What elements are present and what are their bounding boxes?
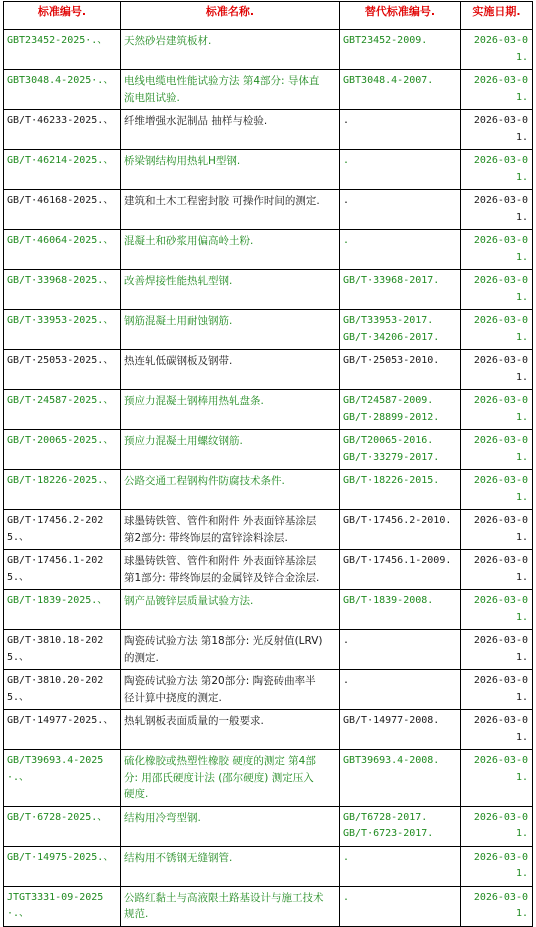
replaced-standard-line: GB/T·17456.1-2009. [343,555,452,566]
standard-name-line: 天然砂岩建筑板材. [124,35,212,47]
replaced-standard [340,670,461,710]
replaced-standard-line: GB/T6728-2017. [343,811,428,823]
effective-date: 2026-03-01. [461,110,533,150]
replaced-standard [340,630,461,670]
table-row [4,150,533,190]
table-body [4,30,533,927]
replaced-standard-line: GB/T·33968-2017. [343,275,440,286]
standard-name-line: 钢产品镀锌层质量试验方法. [124,595,254,607]
table-row [4,70,533,110]
standard-name-line: 规范. [124,908,149,920]
standard-name [121,190,340,230]
replaced-standard-line: . [343,675,350,686]
standard-number: GBT3048.4-2025·.、 [4,70,121,110]
standard-name-line: 的测定. [124,651,159,664]
table-row [4,110,533,150]
standard-number: GB/T·17456.1-2025.、 [4,550,121,590]
table-row [4,710,533,750]
replaced-standard-line: . [343,891,350,903]
standard-name-line: 公路交通工程钢构件防腐技术条件. [124,475,285,487]
standard-name-line: 球墨铸铁管、管件和附件 外表面锌基涂层 [124,555,317,567]
effective-date: 2026-03-01. [461,390,533,430]
standard-name-line: 硬度. [124,788,149,800]
standard-name-line: 陶瓷砖试验方法 第18部分: 光反射值(LRV) [124,635,323,647]
replaced-standard-line: . [343,195,350,206]
replaced-standard [340,190,461,230]
standard-name-line: 结构用不锈钢无缝钢管. [124,851,233,864]
standard-name [121,670,340,710]
standard-number: GBT23452-2025·.、 [4,30,121,70]
effective-date: 2026-03-01. [461,270,533,310]
replaced-standard-line: GB/T·1839-2008. [343,595,434,606]
effective-date: 2026-03-01. [461,310,533,350]
standard-name-line: 结构用冷弯型钢. [124,811,201,824]
standard-name [121,886,340,926]
table-row [4,270,533,310]
replaced-standard-line: . [343,115,350,126]
standard-name [121,150,340,190]
effective-date: 2026-03-01. [461,670,533,710]
replaced-standard-line: GBT23452-2009. [343,35,428,46]
standard-name [121,470,340,510]
standard-number: GB/T·6728-2025.、 [4,806,121,846]
standard-number: GB/T·3810.20-2025.、 [4,670,121,710]
standard-name-line: 建筑和土木工程密封胶 可操作时间的测定. [124,195,320,207]
standard-number: GB/T39693.4-2025·.、 [4,750,121,807]
replaced-standard [340,510,461,550]
replaced-standard-line: . [343,635,350,646]
effective-date: 2026-03-01. [461,750,533,807]
standard-number: GB/T·14977-2025.、 [4,710,121,750]
standard-name [121,510,340,550]
table-header-row [4,2,533,30]
standard-name [121,310,340,350]
standard-name-line: 径计算中挠度的测定. [124,691,222,704]
standard-name-line: 纤维增强水泥制品 抽样与检验. [124,115,268,127]
standard-name [121,710,340,750]
standard-name [121,350,340,390]
table-row [4,390,533,430]
table-row [4,630,533,670]
effective-date: 2026-03-01. [461,846,533,886]
standard-name [121,110,340,150]
table-row [4,750,533,807]
table-row [4,30,533,70]
effective-date: 2026-03-01. [461,350,533,390]
standard-number: GB/T·24587-2025.、 [4,390,121,430]
replaced-standard-line: GB/T20065-2016. [343,435,434,446]
effective-date: 2026-03-01. [461,230,533,270]
replaced-standard [340,886,461,926]
effective-date: 2026-03-01. [461,510,533,550]
standard-name-line: 球墨铸铁管、管件和附件 外表面锌基涂层 [124,515,317,527]
standard-name-line: 混凝土和砂浆用偏高岭土粉. [124,235,254,247]
header-effective-date: 实施日期. [461,2,533,30]
replaced-standard [340,430,461,470]
standard-name-line: 预应力混凝土钢棒用热轧盘条. [124,395,264,407]
replaced-standard-line: GB/T·34206-2017. [343,331,440,343]
standard-name [121,630,340,670]
effective-date: 2026-03-01. [461,630,533,670]
effective-date: 2026-03-01. [461,150,533,190]
standard-name-line: 热轧钢板表面质量的一般要求. [124,715,264,727]
standard-name [121,270,340,310]
table-row [4,510,533,550]
replaced-standard-line: GB/T·18226-2015. [343,475,440,486]
effective-date: 2026-03-01. [461,70,533,110]
replaced-standard-line: . [343,851,350,863]
replaced-standard-line: GB/T·28899-2012. [343,411,440,423]
standard-number: GB/T·46064-2025.、 [4,230,121,270]
standard-name-line: 第2部分: 带终饰层的富锌涂料涂层. [124,531,288,544]
table-row [4,470,533,510]
table-row [4,190,533,230]
replaced-standard [340,750,461,807]
replaced-standard [340,550,461,590]
header-replaced-standard: 替代标准编号. [340,2,461,30]
standard-number: GB/T·17456.2-2025.、 [4,510,121,550]
standard-number: GB/T·46233-2025.、 [4,110,121,150]
replaced-standard [340,270,461,310]
effective-date: 2026-03-01. [461,430,533,470]
replaced-standard-line: . [343,235,350,246]
standard-name-line: 流电阻试验. [124,91,180,104]
effective-date: 2026-03-01. [461,806,533,846]
effective-date: 2026-03-01. [461,590,533,630]
replaced-standard [340,846,461,886]
replaced-standard [340,70,461,110]
table-row [4,310,533,350]
standard-number: JTGT3331-09-2025·.、 [4,886,121,926]
effective-date: 2026-03-01. [461,550,533,590]
table-row [4,670,533,710]
standard-number: GB/T·1839-2025.、 [4,590,121,630]
standard-name [121,230,340,270]
standard-name-line: 热连轧低碳钢板及钢带. [124,355,233,367]
header-standard-name: 标准名称. [121,2,340,30]
effective-date: 2026-03-01. [461,470,533,510]
standard-name [121,550,340,590]
standard-name-line: 公路红黏土与高液限土路基设计与施工技术 [124,891,324,904]
replaced-standard-line: GB/T·6723-2017. [343,828,434,839]
standard-number: GB/T·33953-2025.、 [4,310,121,350]
standard-name-line: 第1部分: 带终饰层的金属锌及锌合金涂层. [124,571,320,584]
standard-name-line: 预应力混凝土用螺纹钢筋. [124,435,243,447]
replaced-standard-line: GB/T33953-2017. [343,315,434,326]
effective-date: 2026-03-01. [461,710,533,750]
replaced-standard [340,710,461,750]
replaced-standard-line: GBT3048.4-2007. [343,75,434,86]
replaced-standard [340,30,461,70]
standards-table [3,1,533,927]
replaced-standard [340,470,461,510]
standard-name [121,70,340,110]
standard-name [121,806,340,846]
standard-name-line: 电线电缆电性能试验方法 第4部分: 导体直 [124,75,320,87]
replaced-standard [340,390,461,430]
standard-name-line: 改善焊接性能热轧型钢. [124,275,233,287]
effective-date: 2026-03-01. [461,886,533,926]
standard-name [121,846,340,886]
replaced-standard-line: . [343,155,350,166]
standard-name-line: 硫化橡胶或热塑性橡胶 硬度的测定 第4部 [124,755,316,767]
standard-name-line: 陶瓷砖试验方法 第20部分: 陶瓷砖曲率半 [124,675,316,687]
standard-name [121,390,340,430]
standard-number: GB/T·46168-2025.、 [4,190,121,230]
standard-name [121,590,340,630]
table-row [4,590,533,630]
replaced-standard-line: GB/T·17456.2-2010. [343,515,452,526]
replaced-standard [340,230,461,270]
replaced-standard [340,310,461,350]
table-row [4,350,533,390]
standard-number: GB/T·33968-2025.、 [4,270,121,310]
effective-date: 2026-03-01. [461,190,533,230]
replaced-standard-line: GB/T·25053-2010. [343,355,440,366]
replaced-standard-line: GB/T24587-2009. [343,395,434,406]
table-row [4,550,533,590]
replaced-standard [340,590,461,630]
standard-number: GB/T·3810.18-2025.、 [4,630,121,670]
replaced-standard-line: GB/T·14977-2008. [343,715,440,726]
standard-number: GB/T·20065-2025.、 [4,430,121,470]
replaced-standard-line: GBT39693.4-2008. [343,755,440,766]
table-row [4,886,533,926]
replaced-standard [340,110,461,150]
replaced-standard [340,806,461,846]
table-row [4,806,533,846]
table-row [4,230,533,270]
effective-date: 2026-03-01. [461,30,533,70]
standard-name [121,30,340,70]
standard-number: GB/T·14975-2025.、 [4,846,121,886]
standard-name [121,430,340,470]
replaced-standard [340,150,461,190]
standard-number: GB/T·46214-2025.、 [4,150,121,190]
table-row [4,430,533,470]
standard-name-line: 钢筋混凝土用耐蚀钢筋. [124,315,233,327]
standard-number: GB/T·18226-2025.、 [4,470,121,510]
replaced-standard [340,350,461,390]
replaced-standard-line: GB/T·33279-2017. [343,451,440,463]
standard-name [121,750,340,807]
header-standard-no: 标准编号. [4,2,121,30]
standard-number: GB/T·25053-2025.、 [4,350,121,390]
table-row [4,846,533,886]
standard-name-line: 分: 用邵氏硬度计法 (邵尔硬度) 测定压入 [124,771,314,784]
standard-name-line: 桥梁钢结构用热轧H型钢. [124,155,241,167]
